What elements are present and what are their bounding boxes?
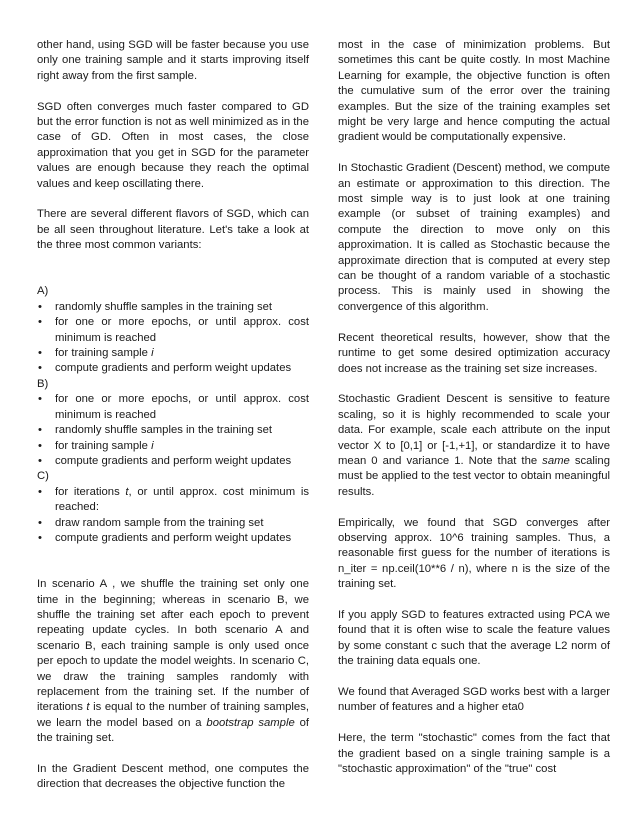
spacer	[37, 546, 309, 577]
variant-a-list	[37, 300, 309, 377]
list-item: • compute gradients and perform weight updates	[37, 454, 309, 469]
right-paragraph-1: most in the case of minimization problems. But sometimes this cant be quite costly. In most Machine Learning for example, the objective function is often the cumulative sum of the error over the training examples. But the size of the training examples set might be very large and hence computing the actual gradient would be computationally expensive.	[338, 39, 610, 144]
right-paragraph-6: If you apply SGD to features extracted using PCA we found that it is often wise to scale the feature values by some constant c such that the average L2 norm of the training data equals one.	[338, 608, 610, 668]
bullet-icon: •	[38, 485, 42, 498]
list-item: • for training sample i	[37, 439, 309, 454]
variant-b-label: B)	[37, 377, 49, 390]
bullet-icon: •	[38, 424, 42, 437]
right-paragraph-5: Empirically, we found that SGD converges after observing approx. 10^6 training samples. Thus, a reasonable first guess for the number of iterations is n_iter = np.ceil(10**6 / n), where n is the size of the training set.	[338, 516, 610, 591]
left-paragraph-5: In the Gradient Descent method, one computes the direction that decreases the objective function the	[37, 763, 309, 791]
left-paragraph-1: other hand, using SGD will be faster because you use only one training sample and it starts improving itself right away from the first sample.	[37, 39, 309, 82]
left-paragraph-2: SGD often converges much faster compared to GD but the error function is not as well minimized as in the case of GD. Often in most cases, the close approximation that you get in SGD for the parameter values are enough because they reach the optimal values and keep oscillating there.	[37, 100, 309, 190]
list-item: • compute gradients and perform weight updates	[37, 531, 309, 546]
bullet-icon: •	[38, 362, 42, 375]
bullet-icon: •	[38, 439, 42, 452]
list-item: • randomly shuffle samples in the training set	[37, 423, 309, 438]
variant-a-label: A)	[37, 285, 49, 298]
bullet-icon: •	[38, 531, 42, 544]
list-item: • for iterations t, or until approx. cost minimum is reached:	[38, 485, 309, 514]
left-column	[37, 38, 309, 793]
variant-c-list	[37, 485, 309, 547]
right-paragraph-8: Here, the term "stochastic" comes from the fact that the gradient based on a single training sample is a "stochastic approximation" of the "true" cost	[338, 732, 610, 775]
right-paragraph-4: Stochastic Gradient Descent is sensitive to feature scaling, so it is highly recommended to scale your data. For example, scale each attribute on the input vector X to [0,1] or [-1,+1], or standardize it to have mean 0 and variance 1. Note that the same scaling must be applied to the test vector to obtain meaningful results.	[338, 393, 610, 498]
bullet-icon: •	[38, 347, 42, 360]
list-item: • randomly shuffle samples in the training set	[37, 300, 309, 315]
bullet-icon: •	[38, 393, 42, 406]
bullet-icon: •	[38, 300, 42, 313]
list-item: • for training sample i	[37, 346, 309, 361]
list-item: • for one or more epochs, or until approx. cost minimum is reached	[38, 316, 309, 344]
variant-c-label: C)	[37, 470, 49, 483]
list-item: • draw random sample from the training set	[37, 516, 309, 531]
list-item: • for one or more epochs, or until approx. cost minimum is reached	[38, 393, 309, 421]
right-column	[338, 38, 610, 777]
right-paragraph-3: Recent theoretical results, however, show that the runtime to get some desired optimization accuracy does not increase as the training set size increases.	[338, 331, 610, 375]
right-paragraph-2: In Stochastic Gradient (Descent) method, we compute an estimate or approximation to this direction. The most simple way is to just look at one training example (or subset of training examples) and compute the direction to move only on this approximation. It is called as Stochastic because the approximate direction that is computed at every step can be thought of a random variable of a stochastic process. This is mainly used in showing the convergence of this algorithm.	[338, 162, 610, 313]
spacer	[37, 269, 309, 284]
right-paragraph-7: We found that Averaged SGD works best with a larger number of features and a higher eta0	[338, 685, 610, 714]
left-paragraph-3: There are several different flavors of SGD, which can be all seen throughout literature. Let's take a look at the three most common variants:	[37, 208, 309, 252]
bullet-icon: •	[38, 516, 42, 529]
bullet-icon: •	[38, 316, 42, 329]
list-item: • compute gradients and perform weight updates	[37, 361, 309, 376]
bullet-icon: •	[38, 454, 42, 467]
left-paragraph-4: In scenario A , we shuffle the training set only one time in the beginning; whereas in scenario B, we shuffle the training set after each epoch to prevent repeating update cycles. In both scenario A and scenario B, each training sample is only used once per epoch to update the model weights. In scenario C, we draw the training samples randomly with replacement from the training set. If the number of iterations t is equal to the number of training samples, we learn the model based on a bootstrap sample of the training set.	[37, 578, 309, 745]
variant-b-list	[37, 392, 309, 469]
